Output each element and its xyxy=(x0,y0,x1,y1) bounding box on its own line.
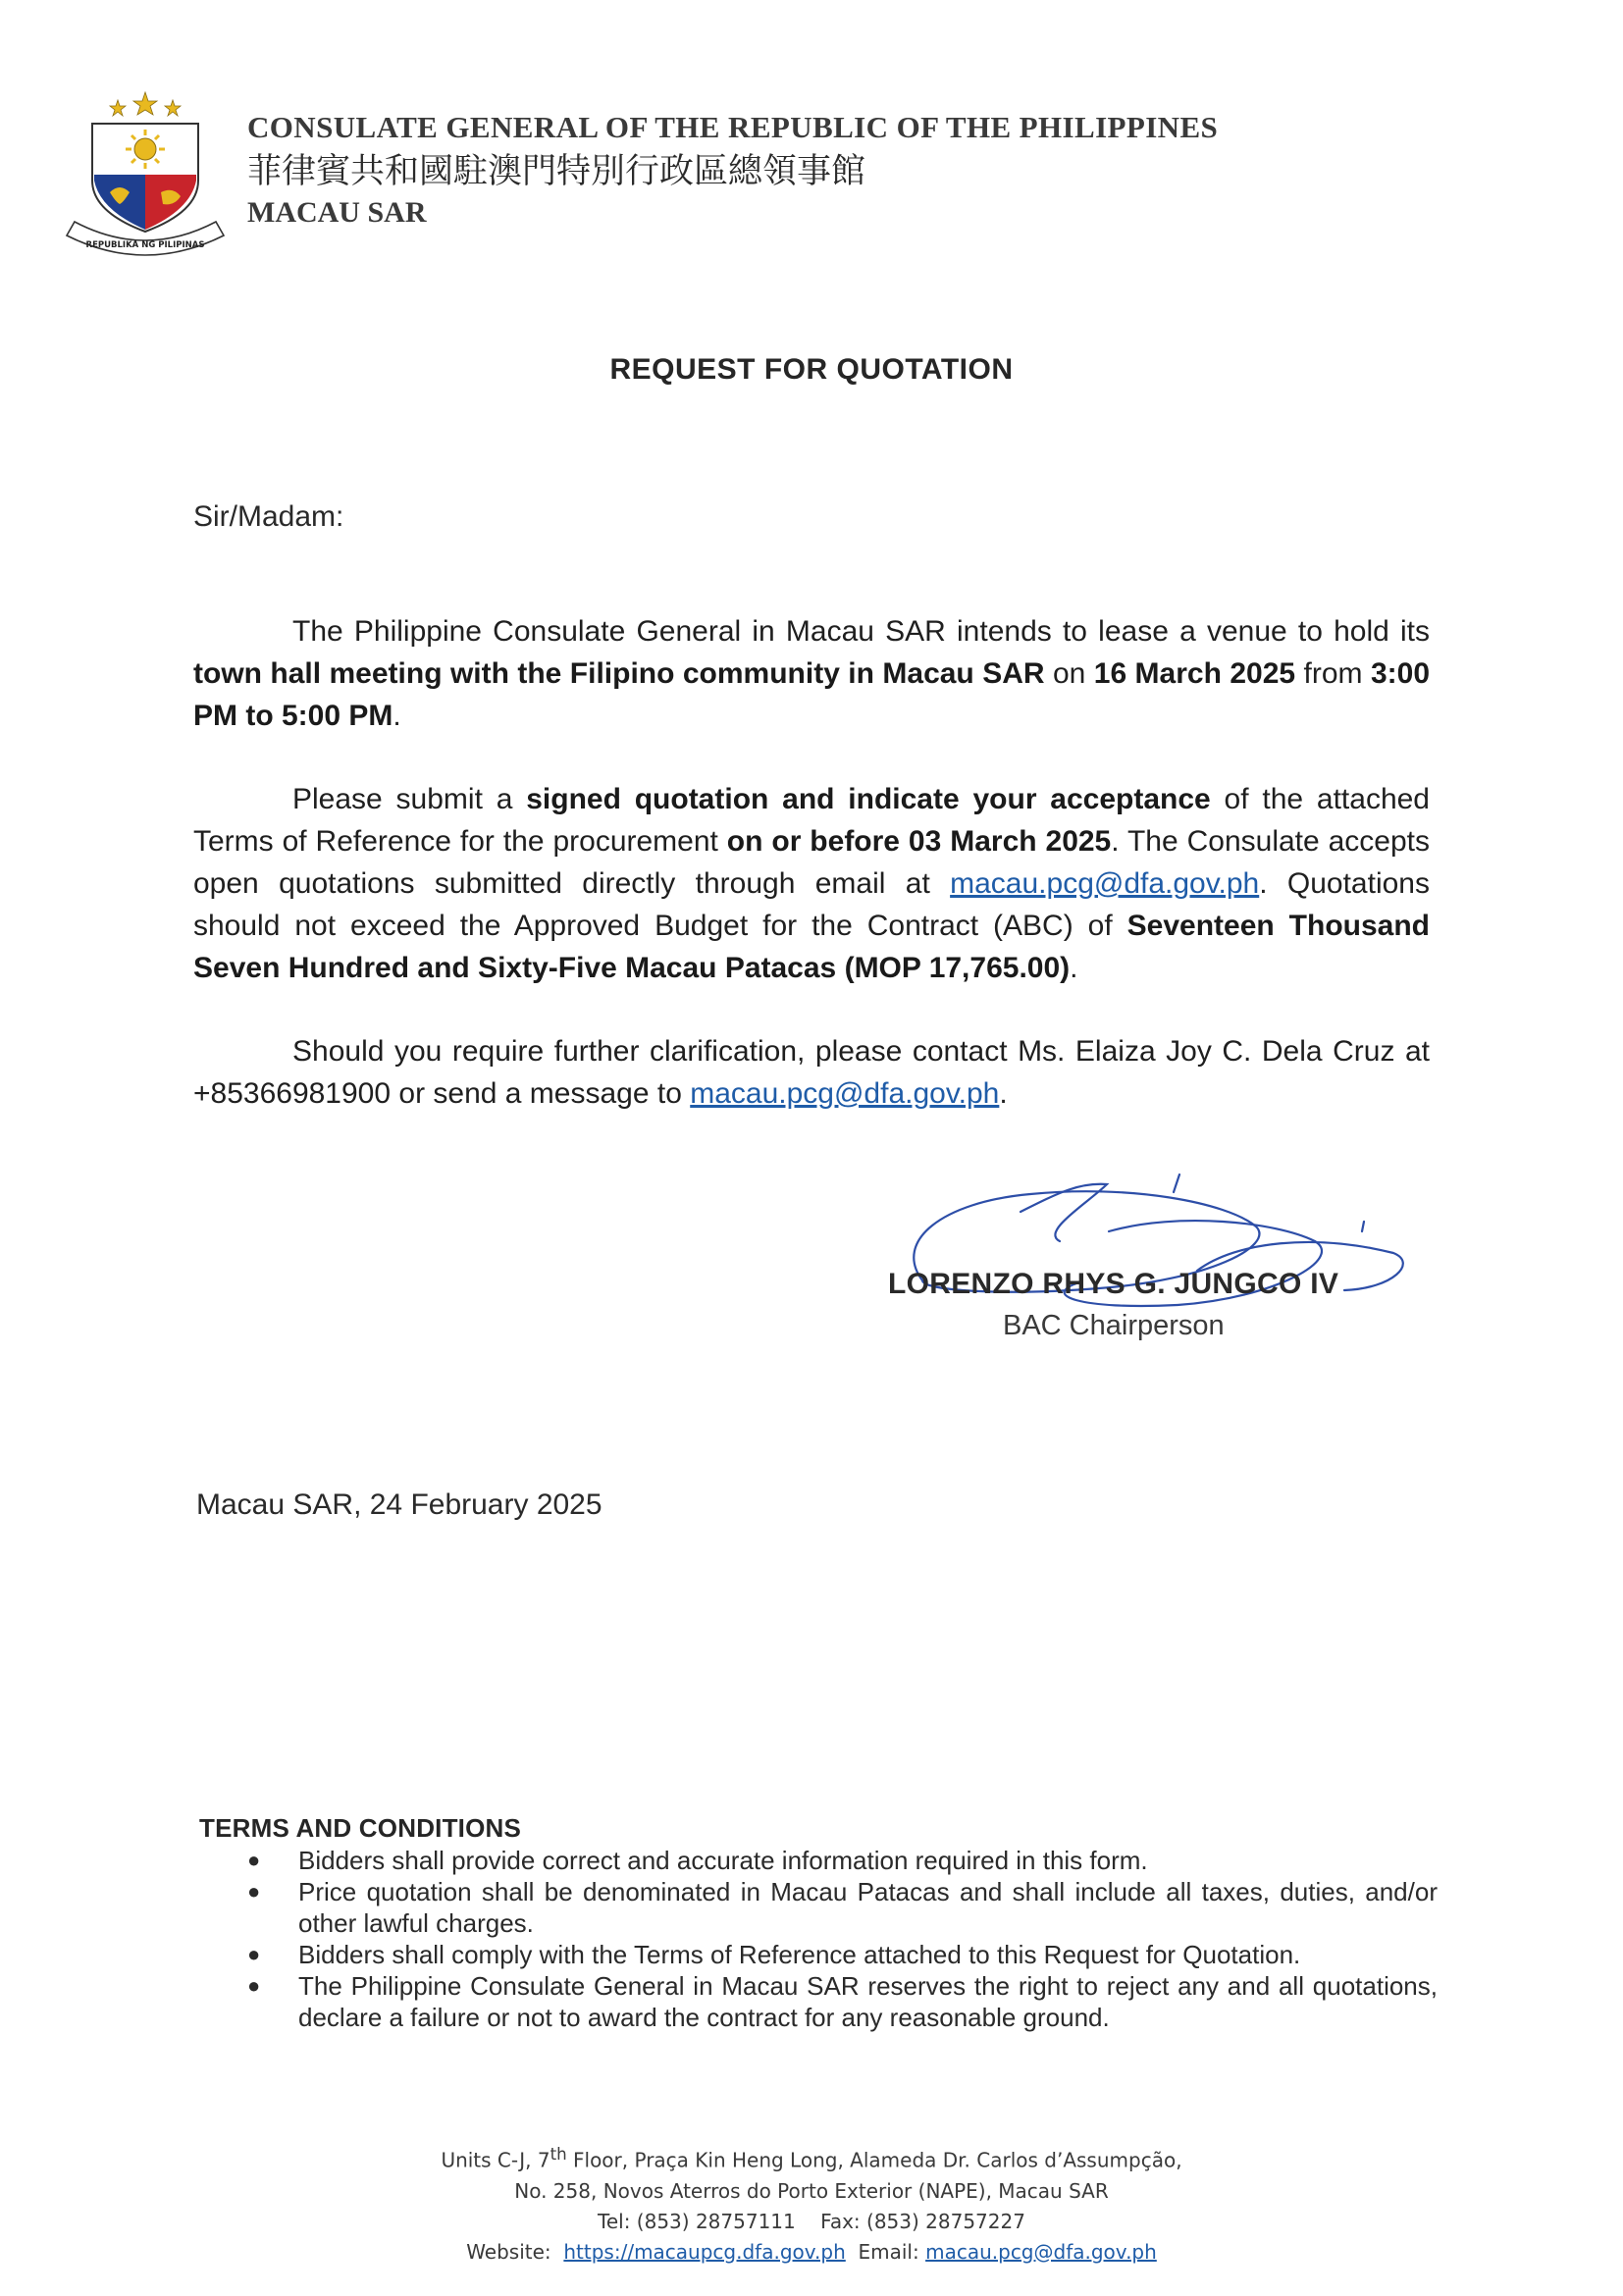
signatory-title: BAC Chairperson xyxy=(1003,1310,1225,1341)
event-name: town hall meeting with the Filipino community in Macau SAR xyxy=(193,657,1045,690)
footer-line-3: Tel: (853) 28757111 Fax: (853) 28757227 xyxy=(598,2209,1025,2233)
text: . xyxy=(1070,952,1078,984)
terms-item xyxy=(245,1939,1438,1970)
submission-requirement: signed quotation and indicate your acceptance xyxy=(526,783,1211,815)
footer-email-link[interactable]: macau.pcg@dfa.gov.ph xyxy=(925,2239,1157,2264)
signatory-name: LORENZO RHYS G. JUNGCO IV xyxy=(888,1268,1339,1300)
text: . Quotations should not exceed the Approved Budget for the Contract (ABC) of xyxy=(193,867,1430,942)
text: on xyxy=(1044,657,1094,690)
seal-text: REPUBLIKA NG PILIPINAS xyxy=(85,240,205,250)
text: Units C-J, 7 xyxy=(441,2148,550,2172)
text: . xyxy=(393,700,401,732)
text: from xyxy=(1295,657,1371,690)
terms-heading: TERMS AND CONDITIONS xyxy=(199,1813,522,1843)
event-date: 16 March 2025 xyxy=(1093,657,1296,690)
terms-item xyxy=(245,1845,1438,1876)
paragraph-event xyxy=(193,610,1430,737)
footer-line-2: No. 258, Novos Aterros do Porto Exterior (NAPE), Macau SAR xyxy=(514,2178,1109,2203)
terms-item xyxy=(245,1970,1438,2033)
event-time: 3:00 PM to 5:00 PM xyxy=(193,657,1430,732)
text: Should you require further clarification, please contact Ms. Elaiza Joy C. Dela Cruz at +85366981900 or send a message to xyxy=(193,1035,1430,1110)
text: . xyxy=(999,1077,1008,1110)
organization-location: MACAU SAR xyxy=(247,196,427,229)
website-link[interactable]: https://macaupcg.dfa.gov.ph xyxy=(563,2239,846,2264)
footer-address xyxy=(0,2139,1623,2268)
philippine-seal-icon xyxy=(61,86,230,263)
footer-line-1 xyxy=(0,2139,1623,2176)
bullet-icon: ● xyxy=(247,1942,261,1966)
paragraph-submission xyxy=(193,778,1430,989)
text: . The Consulate accepts open quotations submitted directly through email at xyxy=(193,825,1430,900)
bullet-icon: ● xyxy=(247,1848,261,1872)
website-label: Website: xyxy=(466,2239,551,2264)
terms-item-text: Bidders shall provide correct and accurate information required in this form. xyxy=(298,1846,1148,1875)
date-line: Macau SAR, 24 February 2025 xyxy=(196,1488,602,1521)
text: The Philippine Consulate General in Macau SAR intends to lease a venue to hold its xyxy=(292,615,1430,648)
salutation: Sir/Madam: xyxy=(193,500,344,533)
terms-list xyxy=(245,1845,1438,2033)
text: of the attached Terms of Reference for the procurement xyxy=(193,783,1430,858)
footer-line-4 xyxy=(0,2237,1623,2268)
bullet-icon: ● xyxy=(247,1879,261,1904)
text: th xyxy=(550,2145,567,2164)
terms-item-text: Price quotation shall be denominated in Macau Patacas and shall include all taxes, duties, and/or other lawful charges. xyxy=(298,1877,1438,1938)
email-link[interactable]: macau.pcg@dfa.gov.ph xyxy=(950,867,1260,900)
paragraph-contact xyxy=(193,1030,1430,1115)
terms-item xyxy=(245,1876,1438,1939)
terms-item-text: The Philippine Consulate General in Macau SAR reserves the right to reject any and all quotations, declare a failure or not to award the contract for any reasonable ground. xyxy=(298,1971,1438,2032)
bullet-icon: ● xyxy=(247,1973,261,1998)
approved-budget: Seventeen Thousand Seven Hundred and Sixty-Five Macau Patacas (MOP 17,765.00) xyxy=(193,910,1430,984)
organization-name-chinese: 菲律賓共和國駐澳門特別行政區總領事館 xyxy=(247,152,866,191)
terms-item-text: Bidders shall comply with the Terms of Reference attached to this Request for Quotation. xyxy=(298,1940,1301,1969)
organization-name: CONSULATE GENERAL OF THE REPUBLIC OF THE PHILIPPINES xyxy=(247,110,1219,144)
deadline: on or before 03 March 2025 xyxy=(726,825,1112,858)
document-title: REQUEST FOR QUOTATION xyxy=(609,353,1014,386)
email-label: Email: xyxy=(858,2239,919,2264)
text: Please submit a xyxy=(292,783,527,815)
organization-block xyxy=(247,110,1218,232)
email-link[interactable]: macau.pcg@dfa.gov.ph xyxy=(690,1077,1000,1110)
text: Floor, Praça Kin Heng Long, Alameda Dr. Carlos d’Assumpção, xyxy=(566,2148,1182,2172)
